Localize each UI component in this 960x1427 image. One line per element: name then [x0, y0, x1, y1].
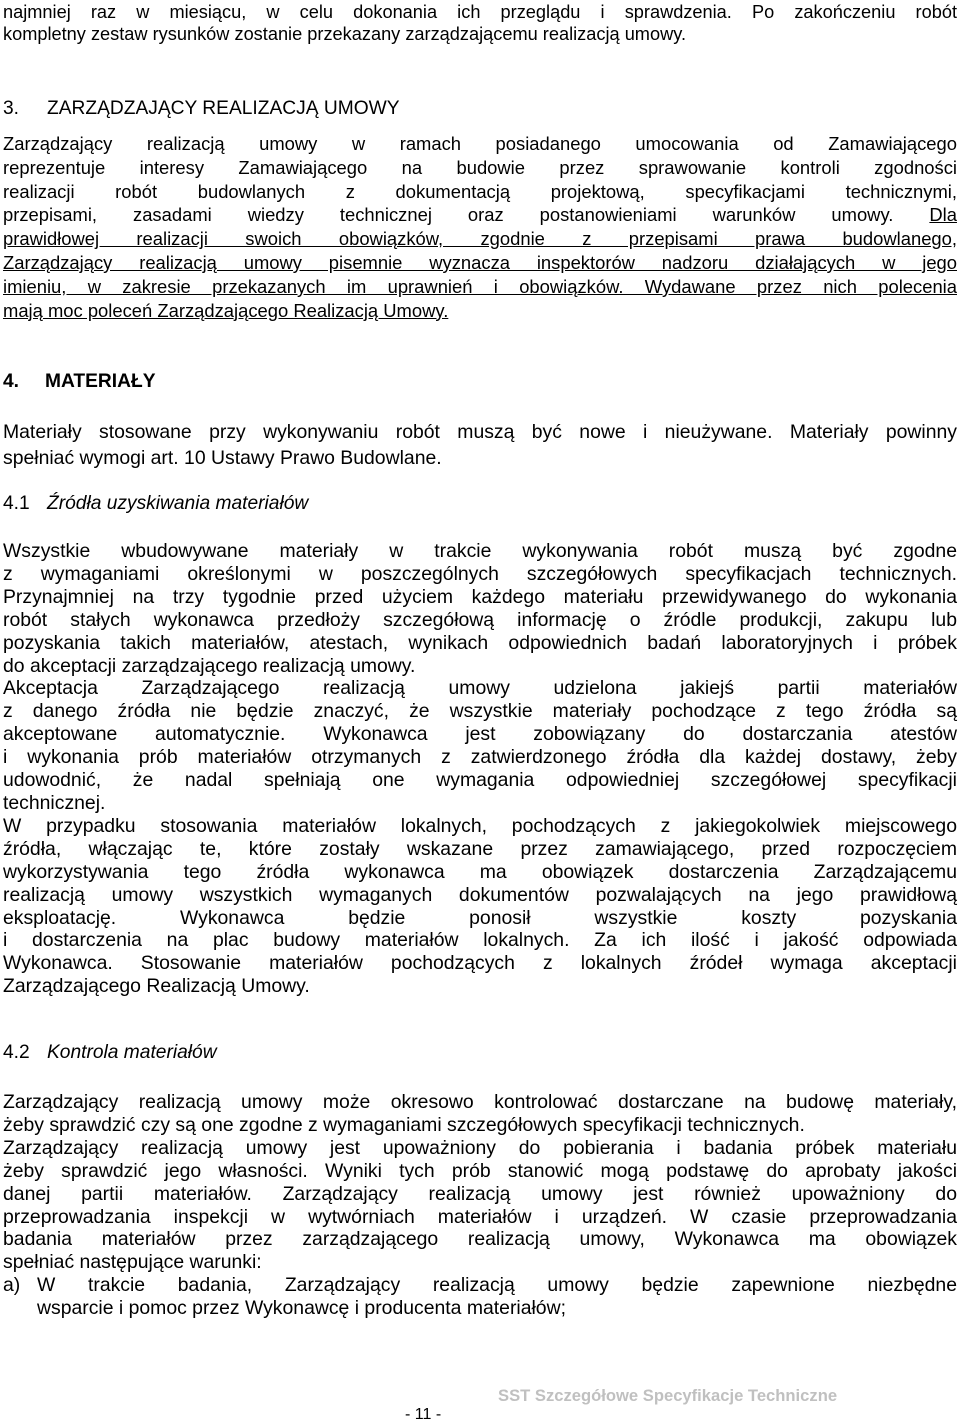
text-line: i wykonania prób materiałów otrzymanych z zatwierdzonego źródła dla każdej dostawy, żeby: [3, 746, 957, 769]
section-number: 4.: [3, 371, 20, 392]
text-line: Wszystkie wbudowywane materiały w trakcie wykonywania robót muszą być zgodne: [3, 540, 957, 562]
subsection-4-2-heading: [3, 1041, 217, 1065]
text-line: żeby sprawdzić czy są one zgodne z wymaganiami szczegółowych specyfikacji technicznych.: [3, 1113, 805, 1136]
subsection-4-1-body: [3, 540, 957, 998]
subsection-title: Kontrola materiałów: [47, 1042, 217, 1063]
subsection-number: 4.1: [3, 493, 30, 514]
text-line: spełniać wymogi art. 10 Ustawy Prawo Budowlane.: [3, 447, 442, 469]
text-line: Materiały stosowane przy wykonywaniu robót muszą być nowe i nieużywane. Materiały powinny: [3, 421, 957, 443]
text-line: Wykonawca. Stosowanie materiałów pochodzących z lokalnych źródeł wymaga akceptacji: [3, 952, 957, 975]
text-line: W trakcie badania, Zarządzający realizacją umowy będzie zapewnione niezbędne: [37, 1274, 957, 1297]
text-line: robót stałych wykonawca przedłoży szczegółową informację o źródle produkcji, zakupu lub: [3, 608, 957, 631]
section-title: ZARZĄDZAJĄCY REALIZACJĄ UMOWY: [47, 98, 400, 119]
footer-title: SST Szczegółowe Specyfikacje Techniczne: [498, 1386, 838, 1405]
page-footer: [3, 1383, 957, 1427]
text-line: i dostarczenia na plac budowy materiałów lokalnych. Za ich ilość i jakość odpowiada: [3, 929, 957, 952]
text-line: źródła, włączając te, które zostały wskazane przez zamawiającego, przed rozpoczęciem: [3, 837, 957, 860]
text-line: badania materiałów przez zarządzającego realizacją umowy, Wykonawca ma obowiązek: [3, 1228, 957, 1251]
text-line: najmniej raz w miesiącu, w celu dokonania ich przeglądu i sprawdzenia. Po zakończeniu robót: [3, 2, 957, 22]
text-line: Zarządzający realizacją umowy może okresowo kontrolować dostarczane na budowę materiały,: [3, 1091, 957, 1113]
underlined-line: prawidłowej realizacji swoich obowiązków, zgodnie z przepisami prawa budowlanego,: [3, 228, 957, 250]
text-line: pozyskania takich materiałów, atestach, wynikach odpowiednich badań laboratoryjnych i próbek: [3, 631, 957, 654]
text-line: Zarządzający realizacją umowy jest upoważniony do pobierania i badania próbek materiału: [3, 1136, 957, 1159]
underlined-line: mają moc poleceń Zarządzającego Realizacją Umowy.: [3, 299, 449, 321]
text-line: reprezentuje interesy Zamawiającego na budowie przez sprawowanie kontroli zgodności: [3, 156, 957, 178]
text-line: Zarządzającego Realizacją Umowy.: [3, 975, 310, 998]
list-label: a): [3, 1274, 21, 1297]
section-title: MATERIAŁY: [45, 371, 156, 392]
underlined-line: imieniu, w zakresie przekazanych im uprawnień i obowiązków. Wydawane przez nich polecenia: [3, 275, 957, 297]
text-line: żeby sprawdzić jego własności. Wyniki tych prób stanowić mogą podstawę do aprobaty jakości: [3, 1159, 957, 1182]
subsection-4-1-heading: [3, 492, 308, 516]
text-line: danej partii materiałów. Zarządzający realizacją umowy jest również upoważniony do: [3, 1182, 957, 1205]
text-line: Zarządzający realizacją umowy w ramach posiadanego umocowania od Zamawiającego: [3, 133, 957, 154]
section-4-heading: [3, 370, 156, 394]
section-3-heading: [3, 97, 400, 121]
subsection-number: 4.2: [3, 1042, 30, 1063]
text-segment: przepisami, zasadami wiedzy technicznej oraz postanowieniami warunków umowy.: [3, 204, 894, 226]
text-line: Akceptacja Zarządzającego realizacją umowy udzielona jakiejś partii materiałów: [3, 677, 957, 700]
text-line: udowodnić, że nadal spełniają one wymagania odpowiedniej szczegółowej specyfikacji: [3, 769, 957, 792]
text-line: technicznej.: [3, 791, 106, 814]
subsection-4-2-body: [3, 1091, 957, 1320]
section-number: 3.: [3, 98, 20, 119]
text-line: kompletny zestaw rysunków zostanie przekazany zarządzającemu realizacją umowy.: [3, 24, 686, 44]
list-item: [3, 1274, 957, 1320]
text-line: z wymaganiami określonymi w poszczególnych szczegółowych specyfikacjach technicznych.: [3, 562, 957, 585]
text-line: W przypadku stosowania materiałów lokalnych, pochodzących z jakiegokolwiek miejscowego: [3, 814, 957, 837]
text-line: do akceptacji zarządzającego realizacją umowy.: [3, 654, 416, 677]
text-line: eksploatację. Wykonawca będzie ponosił wszystkie koszty pozyskania: [3, 906, 957, 929]
text-line: wykorzystywania tego źródła wykonawca ma obowiązek dostarczenia Zarządzającemu: [3, 860, 957, 883]
text-line: spełniać następujące warunki:: [3, 1251, 262, 1274]
text-line: akceptowane automatycznie. Wykonawca jest zobowiązany do dostarczania atestów: [3, 723, 957, 746]
page-number: - 11 -: [405, 1406, 442, 1423]
top-paragraph: [3, 1, 957, 45]
text-line: z danego źródła nie będzie znaczyć, że wszystkie materiały pochodzące z tego źródła są: [3, 700, 957, 723]
underlined-line: Zarządzający realizacją umowy pisemnie wyznacza inspektorów nadzoru działających w jego: [3, 251, 957, 273]
text-line: [3, 203, 957, 227]
underlined-text: Dla: [929, 204, 957, 226]
subsection-title: Źródła uzyskiwania materiałów: [47, 493, 309, 514]
text-line: wsparcie i pomoc przez Wykonawcę i producenta materiałów;: [37, 1297, 566, 1320]
text-line: realizacją umowy wszystkich wymaganych dokumentów pozwalających na jego prawidłową: [3, 883, 957, 906]
text-line: Przynajmniej na trzy tygodnie przed użyciem każdego materiału przewidywanego do wykonania: [3, 585, 957, 608]
text-line: przeprowadzania inspekcji w wytwórniach materiałów i urządzeń. W czasie przeprowadzania: [3, 1205, 957, 1228]
section-4-intro: [3, 419, 957, 471]
section-3-paragraph: [3, 132, 957, 322]
text-line: realizacji robót budowlanych z dokumentacją projektową, specyfikacjami technicznymi,: [3, 180, 957, 202]
list-item-text: [37, 1274, 957, 1320]
